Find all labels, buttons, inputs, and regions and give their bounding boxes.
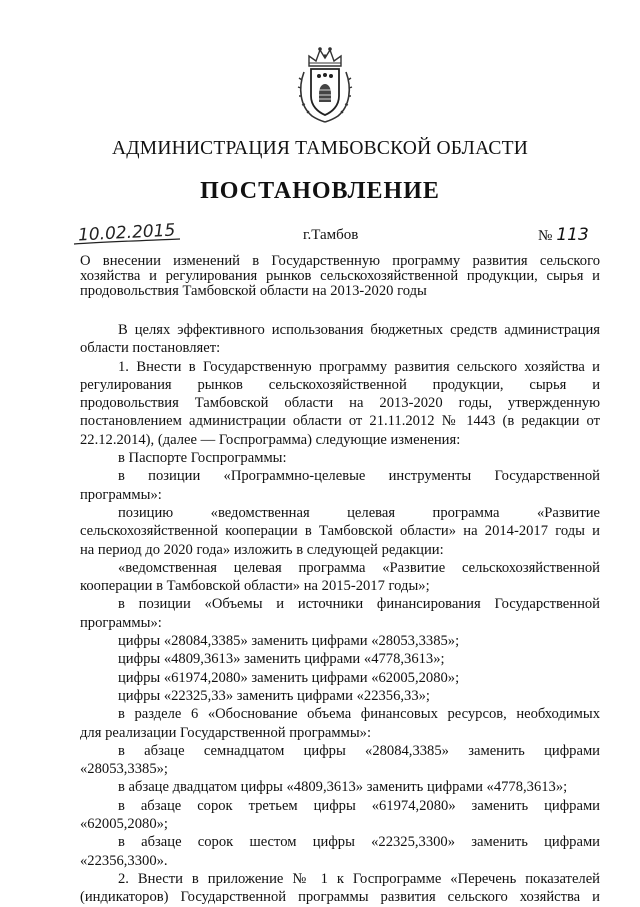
body-line: в позиции «Программно-целевые инструменты Государственной: [118, 468, 600, 485]
body-line: «62005,2080»;: [80, 816, 168, 833]
body-line: в разделе 6 «Обоснование объема финансовых ресурсов, необходимых: [118, 706, 600, 723]
body-line: области постановляет:: [80, 340, 221, 357]
subject-line: О внесении изменений в Государственную программу развития сельского: [80, 253, 600, 269]
body-line: (индикаторов) Государственной программы развития сельского хозяйства и: [80, 889, 600, 906]
body-line: в абзаце двадцатом цифры «4809,3613» заменить цифрами «4778,3613»;: [118, 779, 568, 796]
body-line: продовольствия Тамбовской области на 2013-2020 годы, утвержденную: [80, 395, 600, 412]
body-line: программы»:: [80, 614, 162, 631]
body-line: постановлением администрации области от 21.11.2012 № 1443 (в редакции от: [80, 413, 600, 430]
body-line: В целях эффективного использования бюджетных средств администрация: [118, 322, 600, 338]
body-line: для реализации Государственной программы»:: [80, 724, 372, 741]
city-name: г.Тамбов: [303, 227, 359, 243]
body-line: цифры «61974,2080» заменить цифрами «62005,2080»;: [118, 669, 460, 686]
body-line: 1. Внести в Государственную программу развития сельского хозяйства и: [118, 358, 600, 375]
body-line: в позиции «Объемы и источники финансирования Государственной: [118, 596, 600, 613]
body-line: цифры «22325,33» заменить цифрами «22356,33»;: [118, 687, 430, 704]
document-title: ПОСТАНОВЛЕНИЕ: [200, 178, 440, 204]
body-line: в Паспорте Госпрограммы:: [118, 450, 287, 467]
body-line: программы»:: [80, 486, 162, 503]
body-line: «22356,3300».: [80, 852, 168, 869]
body-line: регулирования рынков сельскохозяйственной продукции, сырья и: [80, 376, 600, 393]
date-underline: [72, 238, 182, 246]
body-line: цифры «4809,3613» заменить цифрами «4778,3613»;: [118, 651, 445, 668]
document-body: [80, 321, 600, 907]
coat-of-arms-emblem: [296, 44, 354, 124]
body-line: «28053,3385»;: [80, 761, 168, 778]
body-line: в абзаце сорок третьем цифры «61974,2080» заменить цифрами: [118, 797, 600, 814]
subject-line: хозяйства и регулирования рынков сельскохозяйственной продукции, сырья и: [80, 268, 600, 284]
body-line: кооперации в Тамбовской области» на 2015-2017 годы»;: [80, 578, 430, 595]
body-line: 22.12.2014), (далее — Госпрограмма) следующие изменения:: [80, 431, 461, 448]
body-line: в абзаце сорок шестом цифры «22325,3300» заменить цифрами: [118, 834, 600, 851]
handwritten-date: 10.02.2015: [77, 220, 176, 246]
body-line: в абзаце семнадцатом цифры «28084,3385» заменить цифрами: [118, 742, 600, 759]
body-line: позицию «ведомственная целевая программа «Развитие: [118, 504, 600, 521]
document-subject: [80, 254, 600, 299]
number-prefix: №: [538, 228, 553, 244]
body-line: сельскохозяйственной кооперации в Тамбовской области» на 2014-2017 годы и: [80, 523, 600, 540]
body-line: «ведомственная целевая программа «Развитие сельскохозяйственной: [118, 559, 600, 576]
subject-line: продовольствия Тамбовской области на 2013-2020 годы: [80, 283, 427, 299]
body-line: на период до 2020 года» изложить в следующей редакции:: [80, 541, 444, 558]
body-line: цифры «28084,3385» заменить цифрами «28053,3385»;: [118, 633, 460, 650]
body-line: 2. Внести в приложение № 1 к Госпрограмме «Перечень показателей: [118, 870, 600, 887]
handwritten-number: 113: [556, 225, 589, 245]
administration-name: АДМИНИСТРАЦИЯ ТАМБОВСКОЙ ОБЛАСТИ: [112, 138, 528, 159]
document-number: [538, 225, 589, 245]
